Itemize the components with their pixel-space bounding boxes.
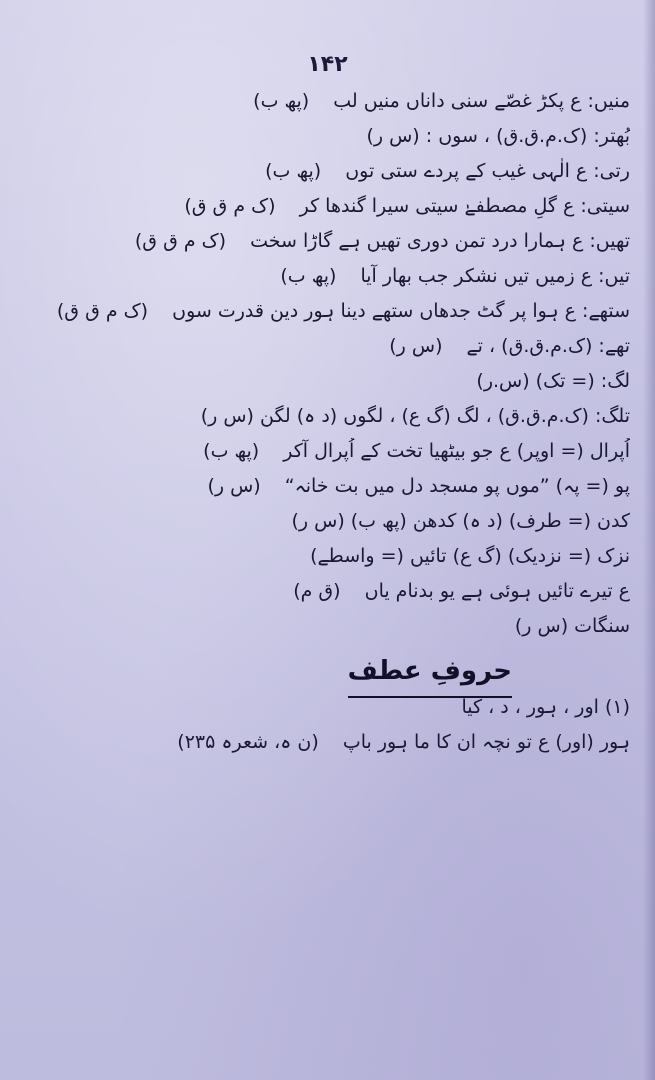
text-line <box>12 543 630 578</box>
line-text: (۱) اور ، ہور ، د ، کیا <box>461 696 630 718</box>
text-line <box>12 694 630 729</box>
text-line <box>12 613 630 648</box>
source-abbreviation: (ک م ق ق) <box>134 230 227 252</box>
line-text: تیں: ع زمیں تیں نشکر جب بھار آیا <box>360 265 630 287</box>
text-line <box>12 228 630 263</box>
text-line <box>12 88 630 123</box>
line-text: تلگ: (ک.م.ق.ق) ، لگ (گ ع) ، لگوں (د ہ) لگن (س ر) <box>200 405 630 427</box>
source-abbreviation: (پھ ب) <box>203 440 260 462</box>
text-line <box>12 263 630 298</box>
source-abbreviation: (پھ ب) <box>280 265 337 287</box>
line-text: ستھے: ع ہوا پر گٹ جدھاں ستھے دینا ہور دین قدرت سوں <box>172 300 630 322</box>
text-line <box>12 729 630 764</box>
text-line <box>12 333 630 368</box>
text-line <box>12 403 630 438</box>
text-line <box>12 368 630 403</box>
line-text: ع تیرے تائیں ہوئی ہے یو بدنام یاں <box>364 580 630 602</box>
source-abbreviation: (پھ ب) <box>253 90 310 112</box>
source-abbreviation: (ق م) <box>293 580 341 602</box>
line-text: تھے: (ک.م.ق.ق) ، تے <box>466 335 630 357</box>
page-body <box>12 88 630 764</box>
page-edge-shadow <box>643 0 655 1080</box>
line-text: نزک (= نزدیک) (گ ع) تائیں (= واسطے) <box>310 545 630 567</box>
section-heading-text: حروفِ عطف <box>348 648 512 698</box>
line-text: پو (= پہ) ”موں پو مسجد دل میں بت خانہ“ <box>284 475 630 497</box>
text-line <box>12 438 630 473</box>
text-line <box>12 193 630 228</box>
source-abbreviation: (ن ہ، شعرہ ۲۳۵) <box>177 731 319 753</box>
page-number: ۱۴۲ <box>307 52 348 77</box>
text-line <box>12 473 630 508</box>
line-text: کدن (= طرف) (د ہ) کدھن (پھ ب) (س ر) <box>291 510 630 532</box>
line-text: سیتی: ع گلِ مصطفےٰ سیتی سیرا گندھا کر <box>299 195 630 217</box>
text-line <box>12 508 630 543</box>
line-text: منیں: ع پکڑ غصّے سنی داناں منیں لب <box>333 90 630 112</box>
source-abbreviation: (ک م ق ق) <box>184 195 276 217</box>
line-text: لگ: (= تک) (س.ر) <box>476 370 630 392</box>
line-text: سنگات (س ر) <box>514 615 630 637</box>
text-line <box>12 123 630 158</box>
section-heading <box>12 648 630 694</box>
source-abbreviation: (س ر) <box>207 475 261 497</box>
line-text: ہور (اور) ع تو نچہ ان کا ما ہور باپ <box>342 731 630 753</box>
text-line <box>12 578 630 613</box>
source-abbreviation: (پھ ب) <box>265 160 322 182</box>
line-text: تھیں: ع ہمارا درد تمن دوری تھیں ہے گاڑا سخت <box>250 230 630 252</box>
line-text: اُپرال (= اوپر) ع جو بیٹھیا تخت کے اُپرال آکر <box>283 440 630 462</box>
line-text: رتی: ع الٰہی غیب کے پردے ستی توں <box>345 160 630 182</box>
line-text: بُھتر: (ک.م.ق.ق) ، سوں : (س ر) <box>366 125 630 147</box>
source-abbreviation: (س ر) <box>389 335 443 357</box>
text-line <box>12 158 630 193</box>
source-abbreviation: (ک م ق ق) <box>56 300 149 322</box>
text-line <box>12 298 630 333</box>
